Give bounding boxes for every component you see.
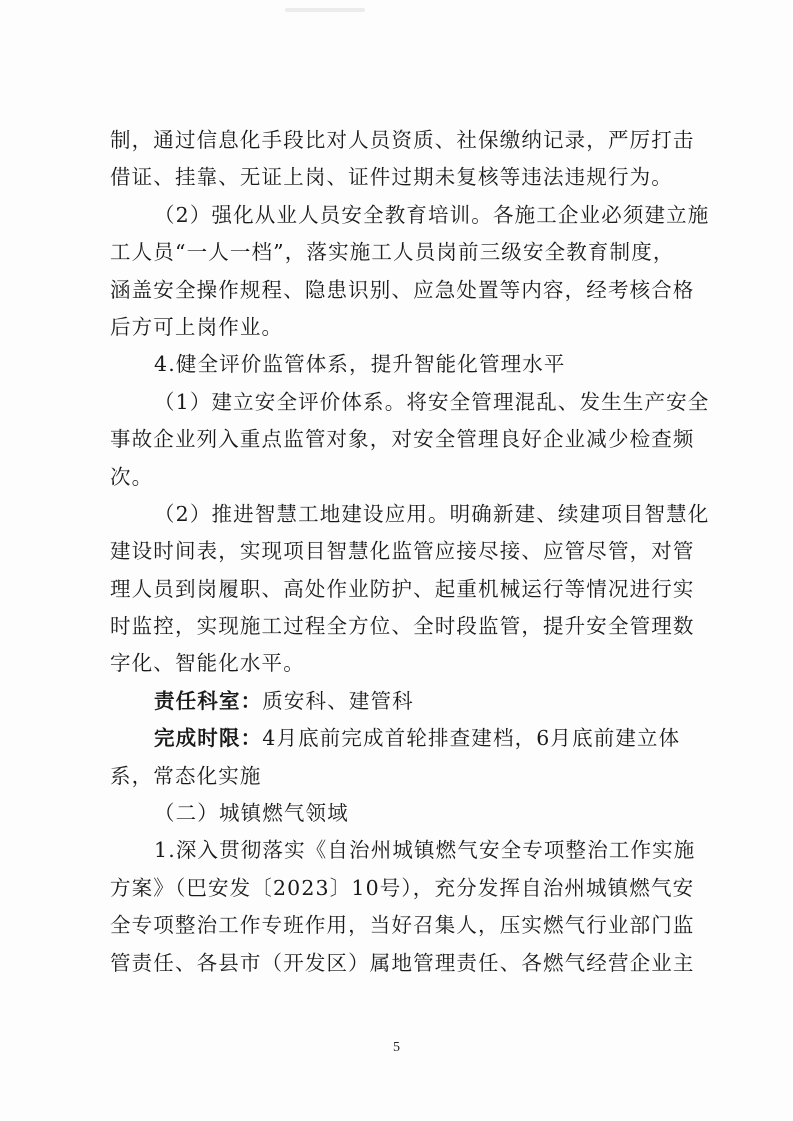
text-line: 后方可上岗作业。 [110, 314, 284, 339]
deadline-value: 4月底前完成首轮排查建档，6月底前建立体 [262, 726, 681, 751]
text-line: 借证、挂靠、无证上岗、证件过期未复核等违法违规行为。 [110, 165, 673, 190]
text-line: 系，常态化实施 [110, 763, 262, 788]
section-heading: （二）城镇燃气领域 [154, 801, 349, 826]
text-line: 方案》（巴安发〔2023〕10号），充分发挥自治州城镇燃气安 [110, 875, 695, 900]
text-line: 事故企业列入重点监管对象，对安全管理良好企业减少检查频 [110, 427, 695, 452]
text-line: （1）建立安全评价体系。将安全管理混乱、发生生产安全 [154, 389, 710, 414]
deadline-line [110, 720, 710, 757]
text-line: 1.深入贯彻落实《自治州城镇燃气安全专项整治工作实施 [154, 838, 696, 863]
text-line: 工人员“一人一档”，落实施工人员岗前三级安全教育制度， [110, 240, 675, 265]
responsibility-value: 质安科、建管科 [262, 688, 414, 713]
text-line: 制，通过信息化手段比对人员资质、社保缴纳记录，严厉打击 [110, 128, 695, 152]
section-heading: 4.健全评价监管体系，提升智能化管理水平 [154, 352, 566, 377]
body-text [110, 122, 710, 982]
text-line: 理人员到岗履职、高处作业防护、起重机械运行等情况进行实 [110, 576, 695, 601]
text-line: （2）推进智慧工地建设应用。明确新建、续建项目智慧化 [154, 501, 710, 526]
text-line: 时监控，实现施工过程全方位、全时段监管，提升安全管理数 [110, 614, 695, 639]
text-line: 涵盖安全操作规程、隐患识别、应急处置等内容，经考核合格 [110, 277, 695, 302]
text-line: 全专项整治工作专班作用，当好召集人，压实燃气行业部门监 [110, 913, 695, 938]
text-line: 次。 [110, 464, 154, 489]
responsibility-line [110, 683, 710, 720]
page-number: 5 [393, 1040, 400, 1055]
scan-artifact [285, 8, 365, 12]
text-line: 字化、智能化水平。 [110, 651, 305, 676]
text-line: 管责任、各县市（开发区）属地管理责任、各燃气经营企业主 [110, 950, 695, 975]
text-line: 建设时间表，实现项目智慧化监管应接尽接、应管尽管，对管 [110, 539, 695, 564]
text-line: （2）强化从业人员安全教育培训。各施工企业必须建立施 [154, 202, 710, 227]
deadline-label: 完成时限： [154, 726, 263, 751]
responsibility-label: 责任科室： [154, 688, 263, 713]
